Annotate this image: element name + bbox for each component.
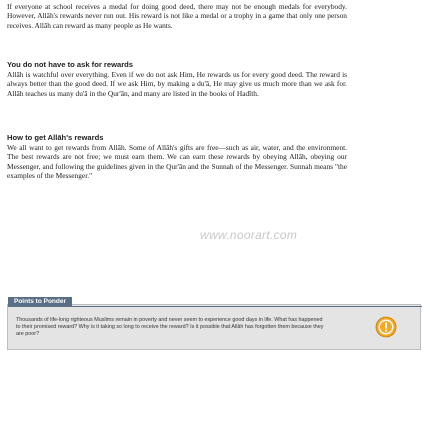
section-heading-ask: You do not have to ask for rewards: [7, 60, 134, 69]
section-heading-rewards: How to get Allāh's rewards: [7, 133, 104, 142]
box-header: [8, 297, 422, 313]
points-to-ponder-box: [7, 298, 421, 350]
exclamation-icon: [375, 316, 397, 338]
watermark: www.noorart.com: [200, 228, 298, 242]
box-text: Thousands of life-long righteous Muslims remain in poverty and never seem to experience good days in life. What has happened to their promised reward? Why is it taking so long to receive the reward? Is it possible that Allāh has forgotten them because they are poor?: [16, 317, 324, 337]
section-text-rewards: We all want to get rewards from Allāh. Some of Allāh's gifts are free—such as air, water, and the environment. The best rewards are not free; we must earn them. We can earn these rewards by obeying Allāh, obeying our Messenger, and following the guidelines given in the Qur'ān and the Sunnah of the Messenger. Sunnah means "the examples of the Messenger.": [7, 143, 347, 181]
intro-paragraph: If everyone at school receives a medal for doing good deed, there may not be enough medals for everybody. However, Allāh's rewards never run out. His reward is not like a medal or a trophy in a game that only one person receives. Allāh can reward as many people as He wants.: [7, 2, 347, 30]
section-text-ask: Allāh is watchful over everything. Even if we do not ask Him, He rewards us for every good deed. The reward is always better than the good deed. If we ask Him, by making a du'ā, He may give us much more than we ask for. Allāh teaches us many du'ā in the Qur'ān, and many are listed in the books of Hadīth.: [7, 70, 347, 98]
box-divider: [8, 306, 422, 307]
box-title: Points to Ponder: [8, 297, 72, 307]
